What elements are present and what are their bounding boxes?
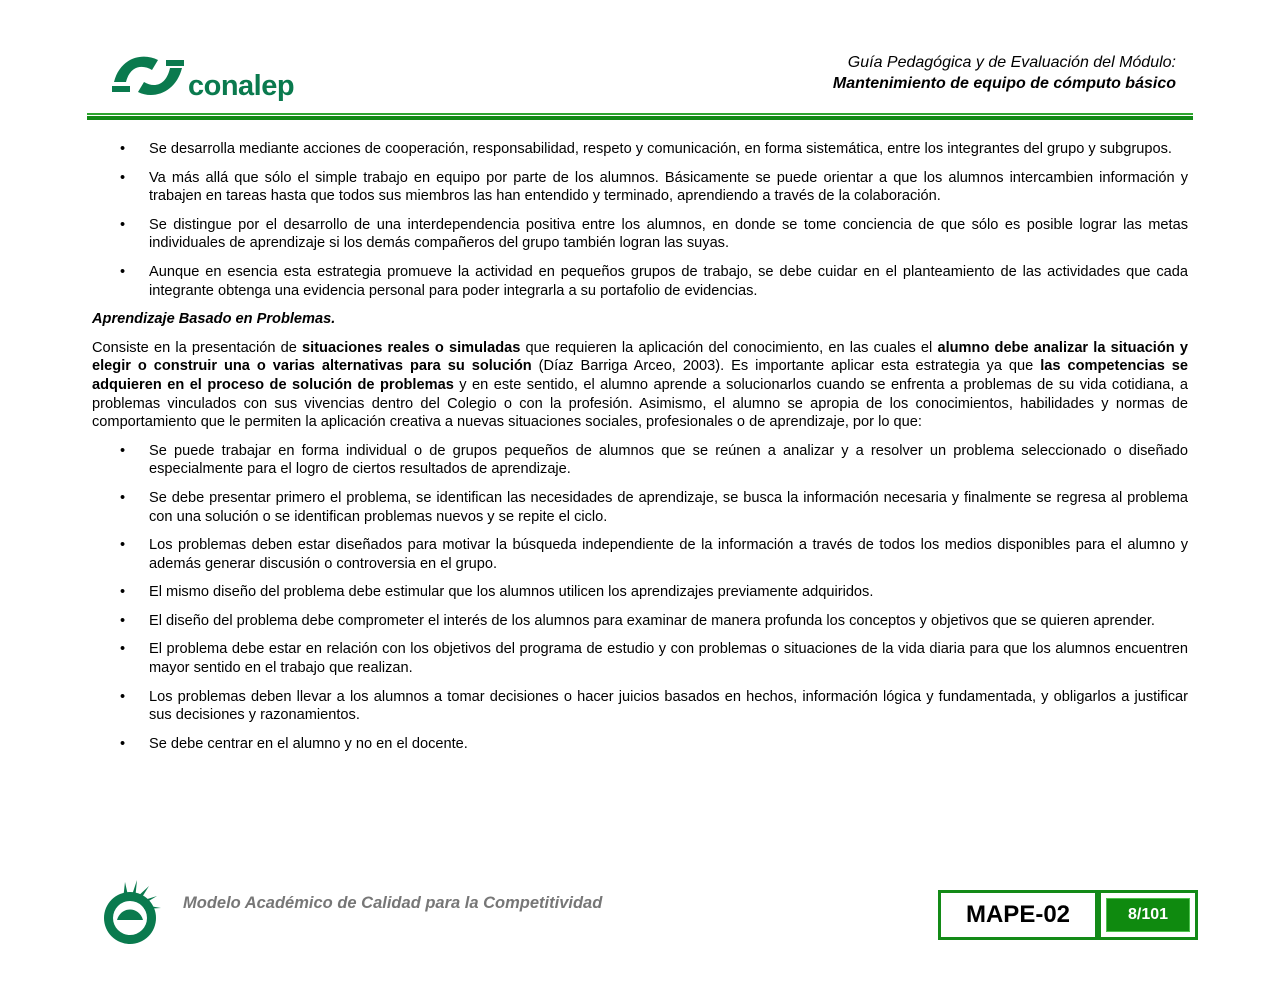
header-rule-thick <box>87 116 1193 120</box>
paragraph-text: que requieren la aplicación del conocimiento, en las cuales el <box>520 339 938 356</box>
list-item: • Se desarrolla mediante acciones de cooperación, responsabilidad, respeto y comunicación, en forma sistemática, entre los integrantes del grupo y subgrupos. <box>92 140 1188 159</box>
list-item: • El problema debe estar en relación con los objetivos del programa de estudio y con problemas o situaciones de la vida diaria para que los alumnos encuentren mayor sentido en el trabajo que realizan. <box>92 640 1188 677</box>
document-code: MAPE-02 <box>965 901 1071 928</box>
header-title-line2: Mantenimiento de equipo de cómputo básico <box>832 75 1176 92</box>
list-item: • Se debe presentar primero el problema, se identifican las necesidades de aprendizaje, se busca la información necesaria y finalmente se regresa al problema con una solución o se identifican problemas nuevos y se repite el ciclo. <box>92 489 1188 526</box>
paragraph-bold: las competencias se adquieren en el proceso de solución de problemas <box>92 358 1188 393</box>
bullet-list-problems <box>92 442 1188 754</box>
paragraph-text: y en este sentido, el alumno aprende a solucionarlos cuando se enfrenta a problemas de su vida cotidiana, a problemas vinculados con sus vivencias dentro del Colegio o con la profesión. Asimismo, el alumno se apropia de los conocimientos, habilidades y normas de comportamiento que le permiten la aplicación creativa a nuevas situaciones sociales, profesionales o de aprendizaje, por lo que: <box>92 376 1188 431</box>
document-code-box <box>938 890 1098 940</box>
page-number: 8/101 <box>1106 898 1190 932</box>
list-item: • El mismo diseño del problema debe estimular que los alumnos utilicen los aprendizajes previamente adquiridos. <box>92 583 1188 602</box>
section-heading: Aprendizaje Basado en Problemas. <box>92 311 336 328</box>
bullet-list-collaborative <box>92 140 1188 300</box>
paragraph-bold: situaciones reales o simuladas <box>302 339 521 356</box>
list-item: • Los problemas deben llevar a los alumnos a tomar decisiones o hacer juicios basados en hechos, información lógica y fundamentada, y obligarlos a justificar sus decisiones y razonamientos. <box>92 688 1188 725</box>
intro-paragraph <box>92 339 1188 432</box>
document-header <box>833 52 1176 94</box>
list-item: • Aunque en esencia esta estrategia promueve la actividad en pequeños grupos de trabajo, se debe cuidar en el planteamiento de las actividades que cada integrante obtenga una evidencia personal para poder integrarla a su portafolio de evidencias. <box>92 263 1188 300</box>
header-title-line1: Guía Pedagógica y de Evaluación del Módulo: <box>847 54 1176 71</box>
header-rule-thin <box>87 113 1193 115</box>
logo-text: conalep <box>188 70 295 102</box>
list-item: • Se distingue por el desarrollo de una interdependencia positiva entre los alumnos, en donde se tome conciencia de que sólo es posible lograr las metas individuales de aprendizaje si los demás compañeros del grupo también logran las suyas. <box>92 216 1188 253</box>
page-number-box <box>1098 890 1198 940</box>
list-item: • Se debe centrar en el alumno y no en el docente. <box>92 735 1188 754</box>
conalep-logo <box>112 50 312 106</box>
list-item: • Se puede trabajar en forma individual o de grupos pequeños de alumnos que se reúnen a analizar y a resolver un problema seleccionado o diseñado especialmente para el logro de ciertos resultados de aprendizaje. <box>92 442 1188 479</box>
list-item: • Va más allá que sólo el simple trabajo en equipo por parte de los alumnos. Básicamente se puede orientar a que los alumnos intercambien información y trabajen en tareas hasta que todos sus miembros las han entendido y terminado, aprendiendo a través de la colaboración. <box>92 169 1188 206</box>
paragraph-text: Consiste en la presentación de <box>92 339 303 356</box>
paragraph-bold: alumno debe analizar la situación y elegir o construir una o varias alternativas para su solución <box>92 339 1188 375</box>
list-item: • Los problemas deben estar diseñados para motivar la búsqueda independiente de la información a través de todos los medios disponibles para el alumno y además generar discusión o controversia en el grupo. <box>92 536 1188 573</box>
paragraph-text: (Díaz Barriga Arceo, 2003). Es importante aplicar esta estrategia ya que <box>531 358 1041 375</box>
page-content <box>92 140 1188 763</box>
list-item: • El diseño del problema debe comprometer el interés de los alumnos para examinar de manera profunda los conceptos y objetivos que se quieren aprender. <box>92 612 1188 631</box>
footer-model-text: Modelo Académico de Calidad para la Competitividad <box>183 894 603 912</box>
conalep-logo-mark-icon <box>112 52 184 100</box>
academic-model-seal-icon <box>95 876 165 946</box>
